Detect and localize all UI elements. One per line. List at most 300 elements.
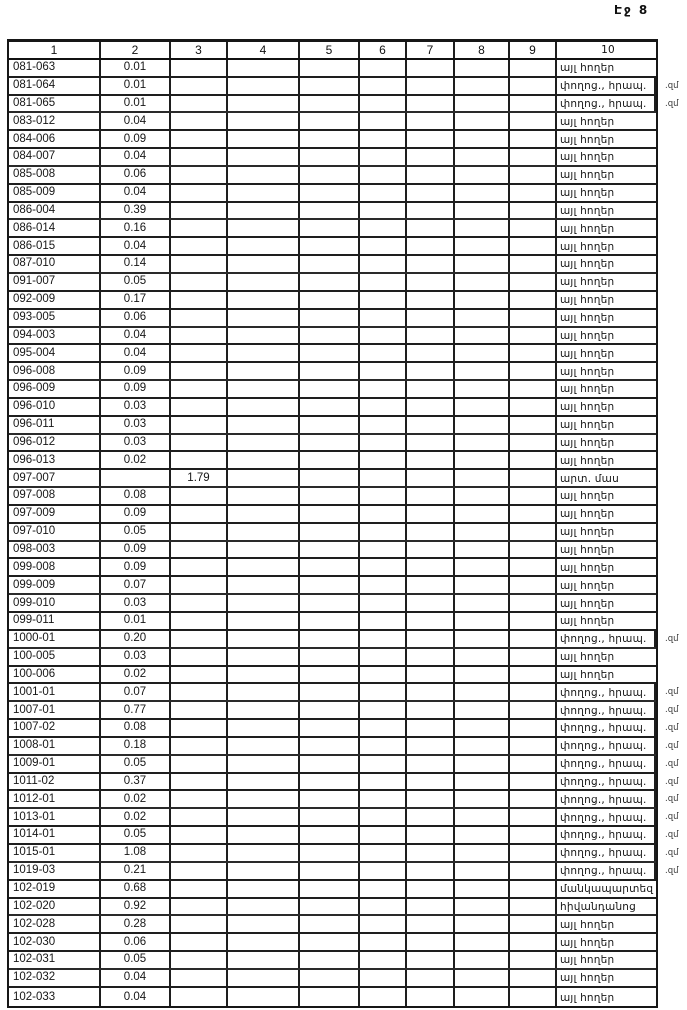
empty-cell bbox=[407, 452, 455, 468]
empty-cell bbox=[407, 791, 455, 807]
land-use-cell: այլ հողեր bbox=[560, 401, 615, 414]
empty-cell bbox=[455, 256, 510, 272]
table-row bbox=[9, 203, 656, 221]
empty-cell bbox=[455, 863, 510, 879]
parcel-code-cell: 094-003 bbox=[9, 328, 101, 344]
land-use-cell: փողոց., հրապ. bbox=[557, 96, 656, 112]
empty-cell bbox=[510, 970, 557, 986]
parcel-code-cell: 096-008 bbox=[9, 363, 101, 379]
empty-cell bbox=[228, 452, 300, 468]
empty-cell bbox=[510, 738, 557, 754]
area-col3-cell bbox=[171, 899, 228, 915]
empty-cell bbox=[228, 631, 300, 647]
empty-cell bbox=[360, 274, 407, 290]
area-col3-cell bbox=[171, 149, 228, 165]
empty-cell bbox=[360, 220, 407, 236]
empty-cell bbox=[228, 417, 300, 433]
parcel-code-cell: 1014-01 bbox=[9, 827, 101, 843]
empty-cell bbox=[407, 96, 455, 112]
area-col2-cell: 0.03 bbox=[101, 435, 171, 451]
area-col2-cell bbox=[101, 470, 171, 486]
parcel-code-cell: 099-011 bbox=[9, 613, 101, 629]
land-use-cell: փողոց., հրապ. bbox=[557, 774, 656, 790]
area-col3-cell bbox=[171, 310, 228, 326]
land-use-cell: այլ հողեր bbox=[560, 133, 615, 146]
land-use-cell: այլ հողեր bbox=[560, 222, 615, 235]
empty-cell bbox=[360, 488, 407, 504]
empty-cell bbox=[228, 220, 300, 236]
table-row bbox=[9, 452, 656, 470]
table-row bbox=[9, 756, 679, 774]
area-col3-cell bbox=[171, 702, 228, 718]
table-row bbox=[9, 488, 656, 506]
empty-cell bbox=[455, 702, 510, 718]
parcel-code-cell: 1007-01 bbox=[9, 702, 101, 718]
empty-cell bbox=[455, 524, 510, 540]
area-col2-cell: 0.04 bbox=[101, 970, 171, 986]
table-row bbox=[9, 827, 679, 845]
column-header-1: 1 bbox=[9, 42, 101, 58]
empty-cell bbox=[300, 131, 360, 147]
area-col2-cell: 0.09 bbox=[101, 363, 171, 379]
empty-cell bbox=[407, 827, 455, 843]
area-col3-cell bbox=[171, 435, 228, 451]
empty-cell bbox=[300, 256, 360, 272]
table-row bbox=[9, 631, 679, 649]
empty-cell bbox=[300, 488, 360, 504]
area-col3-cell bbox=[171, 595, 228, 611]
empty-cell bbox=[360, 381, 407, 397]
parcel-code-cell: 099-008 bbox=[9, 559, 101, 575]
empty-cell bbox=[510, 381, 557, 397]
parcel-code-cell: 086-014 bbox=[9, 220, 101, 236]
area-col3-cell bbox=[171, 809, 228, 825]
empty-cell bbox=[228, 78, 300, 94]
empty-cell bbox=[360, 970, 407, 986]
table-row bbox=[9, 131, 656, 149]
parcel-code-cell: 098-003 bbox=[9, 542, 101, 558]
empty-cell bbox=[407, 185, 455, 201]
table-row bbox=[9, 149, 656, 167]
area-col2-cell: 0.14 bbox=[101, 256, 171, 272]
area-col2-cell: 0.02 bbox=[101, 809, 171, 825]
empty-cell bbox=[510, 916, 557, 932]
parcel-code-cell: 102-028 bbox=[9, 916, 101, 932]
empty-cell bbox=[228, 292, 300, 308]
empty-cell bbox=[510, 185, 557, 201]
empty-cell bbox=[455, 916, 510, 932]
empty-cell bbox=[510, 417, 557, 433]
empty-cell bbox=[300, 738, 360, 754]
empty-cell bbox=[455, 988, 510, 1006]
empty-cell bbox=[300, 435, 360, 451]
table-row bbox=[9, 292, 656, 310]
empty-cell bbox=[228, 774, 300, 790]
empty-cell bbox=[228, 310, 300, 326]
empty-cell bbox=[360, 667, 407, 683]
empty-cell bbox=[455, 738, 510, 754]
empty-cell bbox=[360, 363, 407, 379]
margin-note: .զմ bbox=[665, 812, 679, 823]
land-use-cell: այլ հողեր bbox=[560, 579, 615, 592]
parcel-code-cell: 1009-01 bbox=[9, 756, 101, 772]
empty-cell bbox=[360, 435, 407, 451]
empty-cell bbox=[300, 470, 360, 486]
table-row bbox=[9, 934, 656, 952]
parcel-code-cell: 085-008 bbox=[9, 167, 101, 183]
area-col3-cell bbox=[171, 238, 228, 254]
area-col2-cell: 0.07 bbox=[101, 577, 171, 593]
empty-cell bbox=[407, 131, 455, 147]
area-col3-cell bbox=[171, 827, 228, 843]
parcel-code-cell: 096-011 bbox=[9, 417, 101, 433]
empty-cell bbox=[300, 167, 360, 183]
empty-cell bbox=[228, 595, 300, 611]
table-row bbox=[9, 952, 656, 970]
empty-cell bbox=[455, 310, 510, 326]
parcel-code-cell: 086-015 bbox=[9, 238, 101, 254]
land-use-cell: այլ հողեր bbox=[560, 436, 615, 449]
empty-cell bbox=[407, 934, 455, 950]
empty-cell bbox=[228, 328, 300, 344]
column-header-4: 4 bbox=[228, 42, 300, 58]
parcel-code-cell: 102-019 bbox=[9, 881, 101, 897]
land-use-cell: այլ հողեր bbox=[560, 419, 615, 432]
parcel-code-cell: 1011-02 bbox=[9, 774, 101, 790]
empty-cell bbox=[360, 791, 407, 807]
empty-cell bbox=[510, 274, 557, 290]
empty-cell bbox=[510, 256, 557, 272]
area-col2-cell: 0.02 bbox=[101, 452, 171, 468]
table-row bbox=[9, 881, 656, 899]
area-col2-cell: 0.02 bbox=[101, 791, 171, 807]
area-col2-cell: 0.68 bbox=[101, 881, 171, 897]
area-col2-cell: 0.04 bbox=[101, 113, 171, 129]
empty-cell bbox=[360, 78, 407, 94]
empty-cell bbox=[510, 595, 557, 611]
table-row bbox=[9, 684, 679, 702]
empty-cell bbox=[228, 809, 300, 825]
empty-cell bbox=[407, 345, 455, 361]
parcel-code-cell: 084-007 bbox=[9, 149, 101, 165]
empty-cell bbox=[510, 542, 557, 558]
table-row bbox=[9, 310, 656, 328]
area-col3-cell bbox=[171, 542, 228, 558]
empty-cell bbox=[510, 363, 557, 379]
area-col3-cell bbox=[171, 488, 228, 504]
area-col3-cell bbox=[171, 274, 228, 290]
empty-cell bbox=[455, 756, 510, 772]
area-col2-cell: 1.08 bbox=[101, 845, 171, 861]
empty-cell bbox=[510, 934, 557, 950]
empty-cell bbox=[510, 203, 557, 219]
area-col3-cell bbox=[171, 345, 228, 361]
parcel-code-cell: 1012-01 bbox=[9, 791, 101, 807]
empty-cell bbox=[455, 542, 510, 558]
empty-cell bbox=[407, 238, 455, 254]
land-parcel-table bbox=[7, 39, 679, 1008]
empty-cell bbox=[360, 328, 407, 344]
empty-cell bbox=[300, 631, 360, 647]
empty-cell bbox=[360, 149, 407, 165]
empty-cell bbox=[510, 720, 557, 736]
area-col2-cell: 0.04 bbox=[101, 345, 171, 361]
area-col2-cell: 0.01 bbox=[101, 613, 171, 629]
empty-cell bbox=[300, 149, 360, 165]
area-col3-cell bbox=[171, 738, 228, 754]
empty-cell bbox=[455, 60, 510, 76]
empty-cell bbox=[228, 381, 300, 397]
land-use-cell: այլ հողեր bbox=[560, 169, 615, 182]
land-use-cell: այլ հողեր bbox=[560, 329, 615, 342]
area-col3-cell bbox=[171, 577, 228, 593]
empty-cell bbox=[360, 577, 407, 593]
margin-note: .զմ bbox=[665, 865, 679, 876]
parcel-code-cell: 081-064 bbox=[9, 78, 101, 94]
area-col3-cell bbox=[171, 417, 228, 433]
land-use-cell: այլ հողեր bbox=[560, 651, 615, 664]
margin-note: .զմ bbox=[665, 687, 679, 698]
area-col2-cell: 0.06 bbox=[101, 934, 171, 950]
empty-cell bbox=[300, 845, 360, 861]
empty-cell bbox=[455, 952, 510, 968]
land-use-cell: փողոց., հրապ. bbox=[557, 631, 656, 647]
margin-note: .զմ bbox=[665, 847, 679, 858]
table-row bbox=[9, 238, 656, 256]
area-col2-cell: 0.09 bbox=[101, 131, 171, 147]
land-use-cell: այլ հողեր bbox=[560, 151, 615, 164]
empty-cell bbox=[510, 756, 557, 772]
empty-cell bbox=[228, 524, 300, 540]
parcel-code-cell: 100-005 bbox=[9, 649, 101, 665]
empty-cell bbox=[455, 613, 510, 629]
empty-cell bbox=[228, 952, 300, 968]
area-col2-cell: 0.05 bbox=[101, 274, 171, 290]
area-col3-cell bbox=[171, 684, 228, 700]
empty-cell bbox=[455, 292, 510, 308]
table-row bbox=[9, 559, 656, 577]
land-use-cell: այլ հողեր bbox=[560, 972, 615, 985]
empty-cell bbox=[300, 595, 360, 611]
empty-cell bbox=[455, 667, 510, 683]
table-row bbox=[9, 774, 679, 792]
empty-cell bbox=[300, 238, 360, 254]
empty-cell bbox=[407, 559, 455, 575]
empty-cell bbox=[300, 452, 360, 468]
area-col3-cell bbox=[171, 524, 228, 540]
table-row bbox=[9, 381, 656, 399]
area-col2-cell: 0.08 bbox=[101, 488, 171, 504]
empty-cell bbox=[360, 952, 407, 968]
empty-cell bbox=[228, 149, 300, 165]
table-row bbox=[9, 577, 656, 595]
area-col2-cell: 0.06 bbox=[101, 310, 171, 326]
area-col2-cell: 0.77 bbox=[101, 702, 171, 718]
empty-cell bbox=[510, 899, 557, 915]
empty-cell bbox=[407, 613, 455, 629]
land-use-cell: փողոց., հրապ. bbox=[557, 720, 656, 736]
area-col2-cell: 0.18 bbox=[101, 738, 171, 754]
empty-cell bbox=[228, 881, 300, 897]
area-col3-cell bbox=[171, 649, 228, 665]
empty-cell bbox=[455, 399, 510, 415]
area-col3-cell bbox=[171, 185, 228, 201]
empty-cell bbox=[407, 577, 455, 593]
empty-cell bbox=[360, 238, 407, 254]
empty-cell bbox=[360, 809, 407, 825]
empty-cell bbox=[360, 738, 407, 754]
column-header-7: 7 bbox=[407, 42, 455, 58]
margin-note: .զմ bbox=[665, 740, 679, 751]
land-use-cell: այլ հողեր bbox=[560, 187, 615, 200]
area-col3-cell bbox=[171, 720, 228, 736]
empty-cell bbox=[407, 363, 455, 379]
empty-cell bbox=[510, 506, 557, 522]
land-use-cell: այլ հողեր bbox=[560, 365, 615, 378]
empty-cell bbox=[455, 274, 510, 290]
empty-cell bbox=[228, 791, 300, 807]
empty-cell bbox=[360, 559, 407, 575]
empty-cell bbox=[510, 452, 557, 468]
area-col3-cell bbox=[171, 881, 228, 897]
empty-cell bbox=[228, 559, 300, 575]
land-use-cell: այլ հողեր bbox=[560, 383, 615, 396]
empty-cell bbox=[407, 916, 455, 932]
table-row bbox=[9, 78, 679, 96]
column-header-10: 10 bbox=[601, 43, 615, 56]
empty-cell bbox=[407, 738, 455, 754]
area-col3-cell bbox=[171, 988, 228, 1006]
empty-cell bbox=[228, 238, 300, 254]
empty-cell bbox=[228, 613, 300, 629]
area-col3-cell bbox=[171, 131, 228, 147]
empty-cell bbox=[510, 524, 557, 540]
empty-cell bbox=[510, 167, 557, 183]
empty-cell bbox=[360, 595, 407, 611]
table-row bbox=[9, 988, 656, 1006]
empty-cell bbox=[360, 524, 407, 540]
land-use-cell: փողոց., հրապ. bbox=[557, 791, 656, 807]
area-col3-cell: 1.79 bbox=[171, 470, 228, 486]
land-use-cell: այլ հողեր bbox=[560, 258, 615, 271]
empty-cell bbox=[510, 774, 557, 790]
area-col3-cell bbox=[171, 667, 228, 683]
empty-cell bbox=[360, 774, 407, 790]
empty-cell bbox=[360, 613, 407, 629]
area-col3-cell bbox=[171, 60, 228, 76]
land-use-cell: այլ հողեր bbox=[560, 508, 615, 521]
empty-cell bbox=[455, 684, 510, 700]
area-col3-cell bbox=[171, 845, 228, 861]
empty-cell bbox=[407, 149, 455, 165]
empty-cell bbox=[407, 524, 455, 540]
area-col2-cell: 0.03 bbox=[101, 417, 171, 433]
land-use-cell: այլ հողեր bbox=[560, 115, 615, 128]
table-row bbox=[9, 613, 656, 631]
empty-cell bbox=[228, 667, 300, 683]
area-col3-cell bbox=[171, 167, 228, 183]
area-col3-cell bbox=[171, 256, 228, 272]
parcel-code-cell: 081-063 bbox=[9, 60, 101, 76]
table-row bbox=[9, 60, 656, 78]
parcel-code-cell: 085-009 bbox=[9, 185, 101, 201]
empty-cell bbox=[228, 649, 300, 665]
empty-cell bbox=[510, 399, 557, 415]
empty-cell bbox=[228, 863, 300, 879]
empty-cell bbox=[360, 417, 407, 433]
empty-cell bbox=[300, 203, 360, 219]
empty-cell bbox=[455, 809, 510, 825]
empty-cell bbox=[360, 542, 407, 558]
empty-cell bbox=[360, 506, 407, 522]
land-use-cell: այլ հողեր bbox=[560, 918, 615, 931]
empty-cell bbox=[360, 756, 407, 772]
empty-cell bbox=[407, 952, 455, 968]
empty-cell bbox=[455, 559, 510, 575]
empty-cell bbox=[407, 203, 455, 219]
area-col2-cell: 0.09 bbox=[101, 559, 171, 575]
empty-cell bbox=[360, 827, 407, 843]
empty-cell bbox=[510, 702, 557, 718]
empty-cell bbox=[455, 970, 510, 986]
empty-cell bbox=[228, 720, 300, 736]
empty-cell bbox=[407, 399, 455, 415]
land-use-cell: փողոց., հրապ. bbox=[557, 702, 656, 718]
table-row bbox=[9, 185, 656, 203]
table-row bbox=[9, 542, 656, 560]
empty-cell bbox=[455, 417, 510, 433]
empty-cell bbox=[300, 381, 360, 397]
table-row bbox=[9, 96, 679, 114]
empty-cell bbox=[510, 988, 557, 1006]
margin-note: .զմ bbox=[665, 723, 679, 734]
parcel-code-cell: 096-013 bbox=[9, 452, 101, 468]
table-row bbox=[9, 220, 656, 238]
empty-cell bbox=[360, 399, 407, 415]
empty-cell bbox=[300, 827, 360, 843]
empty-cell bbox=[300, 720, 360, 736]
area-col3-cell bbox=[171, 756, 228, 772]
empty-cell bbox=[510, 220, 557, 236]
empty-cell bbox=[510, 345, 557, 361]
table-row bbox=[9, 595, 656, 613]
empty-cell bbox=[407, 488, 455, 504]
empty-cell bbox=[510, 791, 557, 807]
area-col2-cell: 0.05 bbox=[101, 756, 171, 772]
land-use-cell: այլ հողեր bbox=[560, 312, 615, 324]
empty-cell bbox=[455, 791, 510, 807]
land-use-cell: այլ հողեր bbox=[560, 490, 615, 503]
table-row bbox=[9, 720, 679, 738]
parcel-code-cell: 1015-01 bbox=[9, 845, 101, 861]
parcel-code-cell: 095-004 bbox=[9, 345, 101, 361]
parcel-code-cell: 099-010 bbox=[9, 595, 101, 611]
empty-cell bbox=[300, 78, 360, 94]
empty-cell bbox=[510, 559, 557, 575]
area-col2-cell: 0.03 bbox=[101, 595, 171, 611]
empty-cell bbox=[300, 970, 360, 986]
land-use-cell: այլ հողեր bbox=[560, 240, 615, 253]
parcel-code-cell: 1008-01 bbox=[9, 738, 101, 754]
empty-cell bbox=[407, 417, 455, 433]
empty-cell bbox=[407, 720, 455, 736]
empty-cell bbox=[300, 809, 360, 825]
empty-cell bbox=[360, 649, 407, 665]
empty-cell bbox=[455, 96, 510, 112]
empty-cell bbox=[360, 60, 407, 76]
empty-cell bbox=[300, 328, 360, 344]
parcel-code-cell: 097-008 bbox=[9, 488, 101, 504]
